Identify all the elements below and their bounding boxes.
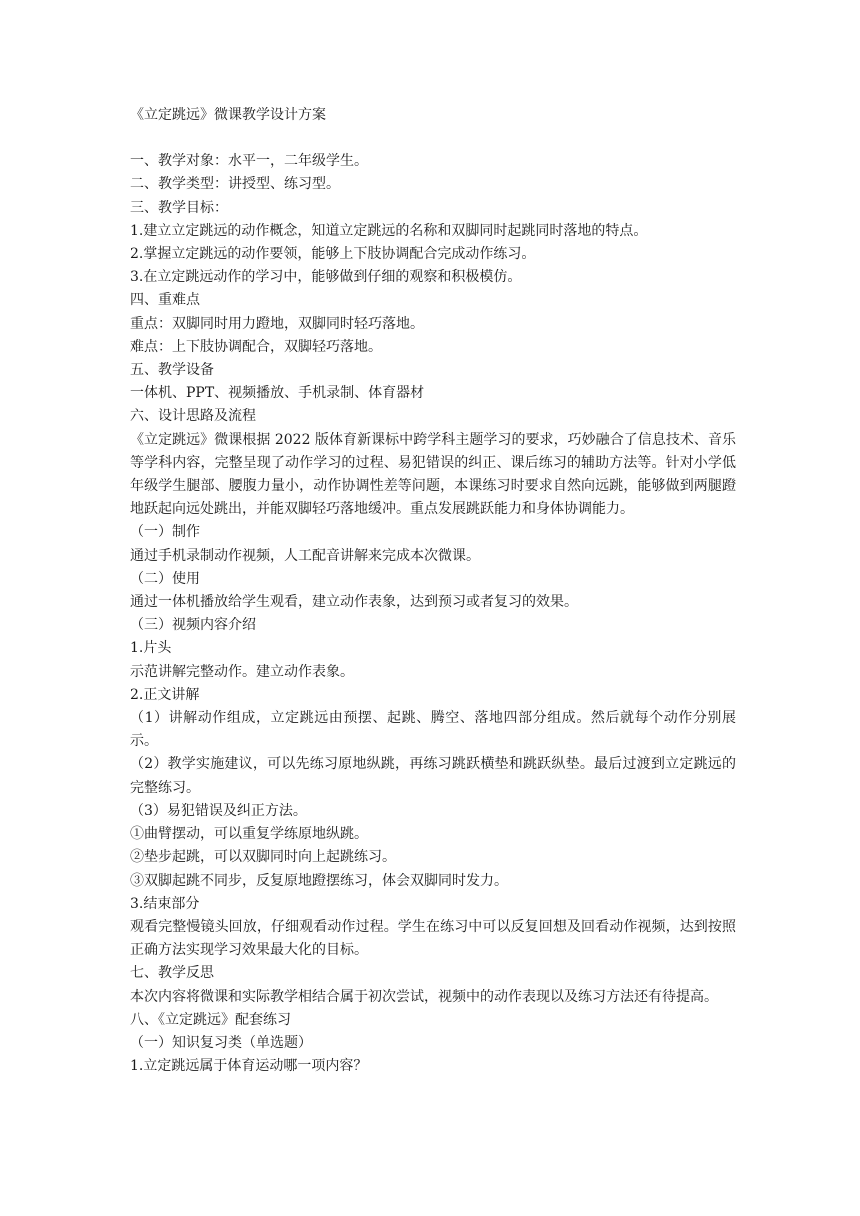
exercise-subsection-review: （一）知识复习类（单选题） bbox=[130, 1034, 312, 1051]
production-text: 通过手机录制动作视频，人工配音讲解来完成本次微课。 bbox=[130, 547, 480, 564]
video-part-2-point-3: （3）易犯错误及纠正方法。 bbox=[130, 802, 307, 819]
subsection-video-content: （三）视频内容介绍 bbox=[130, 617, 256, 634]
section-exercises-heading: 八、《立定跳远》配套练习 bbox=[130, 1011, 291, 1028]
design-paragraph: 《立定跳远》微课根据 2022 版体育新课标中跨学科主题学习的要求，巧妙融合了信息技术、音乐等学科内容，完整呈现了动作学习的过程、易犯错误的纠正、课后练习的辅助方法等。针对小学低年级学生腿部、腰腹力量小，动作协调性差等问题，本课练习时要求自然向远跳，能够做到两腿蹬地跃起向远处跳出，并能双脚轻巧落地缓冲。重点发展跳跃能力和身体协调能力。 bbox=[130, 431, 736, 518]
section-design-heading: 六、设计思路及流程 bbox=[130, 408, 256, 425]
goal-item-3: 3.在立定跳远动作的学习中，能够做到仔细的观察和积极模仿。 bbox=[130, 269, 522, 286]
error-item-2: ②垫步起跳，可以双脚同时向上起跳练习。 bbox=[130, 849, 396, 866]
equipment-list: 一体机、PPT、视频播放、手机录制、体育器材 bbox=[130, 385, 425, 402]
difficult-point: 难点：上下肢协调配合，双脚轻巧落地。 bbox=[130, 338, 382, 355]
section-teaching-target: 一、教学对象：水平一，二年级学生。 bbox=[130, 153, 368, 170]
video-part-3-text: 观看完整慢镜头回放，仔细观看动作过程。学生在练习中可以反复回想及回看动作视频，达到按照正确方法实现学习效果最大化的目标。 bbox=[130, 918, 736, 959]
video-part-1-text: 示范讲解完整动作。建立动作表象。 bbox=[130, 663, 354, 680]
document-page bbox=[130, 104, 736, 1078]
subsection-production: （一）制作 bbox=[130, 524, 200, 541]
section-reflection-heading: 七、教学反思 bbox=[130, 965, 214, 982]
usage-text: 通过一体机播放给学生观看，建立动作表象，达到预习或者复习的效果。 bbox=[130, 594, 578, 611]
section-teaching-goals-heading: 三、教学目标： bbox=[130, 199, 228, 216]
error-item-3: ③双脚起跳不同步，反复原地蹬摆练习，体会双脚同时发力。 bbox=[130, 872, 508, 889]
video-part-1-heading: 1.片头 bbox=[130, 640, 172, 657]
section-equipment-heading: 五、教学设备 bbox=[130, 362, 214, 379]
error-item-1: ①曲臂摆动，可以重复学练原地纵跳。 bbox=[130, 826, 368, 843]
video-part-3-heading: 3.结束部分 bbox=[130, 895, 200, 912]
video-part-2-heading: 2.正文讲解 bbox=[130, 686, 200, 703]
key-point: 重点：双脚同时用力蹬地，双脚同时轻巧落地。 bbox=[130, 315, 424, 332]
goal-item-2: 2.掌握立定跳远的动作要领，能够上下肢协调配合完成动作练习。 bbox=[130, 246, 536, 263]
subsection-usage: （二）使用 bbox=[130, 570, 200, 587]
reflection-text: 本次内容将微课和实际教学相结合属于初次尝试，视频中的动作表现以及练习方法还有待提高。 bbox=[130, 988, 718, 1005]
video-part-2-point-1: （1）讲解动作组成，立定跳远由预摆、起跳、腾空、落地四部分组成。然后就每个动作分别展示。 bbox=[130, 710, 736, 750]
goal-item-1: 1.建立立定跳远的动作概念，知道立定跳远的名称和双脚同时起跳同时落地的特点。 bbox=[130, 222, 648, 239]
document-title: 《立定跳远》微课教学设计方案 bbox=[130, 107, 326, 123]
video-part-2-point-2: （2）教学实施建议，可以先练习原地纵跳，再练习跳跃横垫和跳跃纵垫。最后过渡到立定跳远的完整练习。 bbox=[130, 756, 736, 796]
section-key-difficult-heading: 四、重难点 bbox=[130, 292, 200, 309]
section-teaching-type: 二、教学类型：讲授型、练习型。 bbox=[130, 176, 340, 193]
question-1: 1.立定跳远属于体育运动哪一项内容？ bbox=[130, 1058, 368, 1075]
